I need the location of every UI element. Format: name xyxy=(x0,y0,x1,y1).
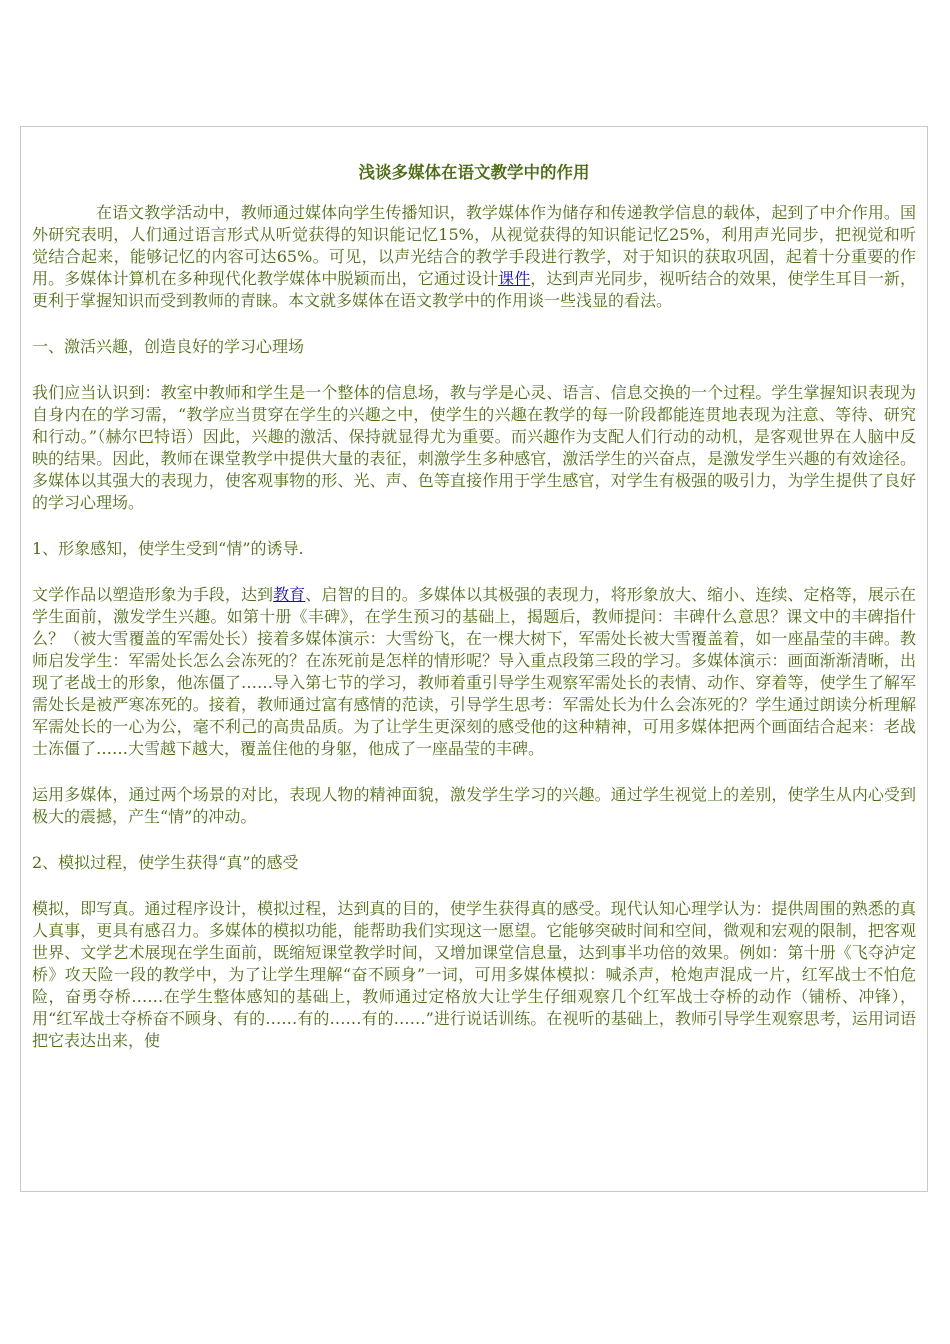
document-frame xyxy=(20,126,928,1192)
subsection-1-summary: 运用多媒体，通过两个场景的对比，表现人物的精神面貌，激发学生学习的兴趣。通过学生视觉上的差别，使学生从内心受到极大的震撼，产生“情”的冲动。 xyxy=(32,785,916,826)
document-content xyxy=(21,162,927,1052)
subsection-2-paragraph: 模拟，即写真。通过程序设计，模拟过程，达到真的目的，使学生获得真的感受。现代认知心理学认为：提供周围的熟悉的真人真事，更具有感召力。多媒体的模拟功能，能帮助我们实现这一愿望。它能够突破时间和空间，微观和宏观的限制，把客观世界、文学艺术展现在学生面前，既缩短课堂教学时间，又增加课堂信息量，达到事半功倍的效果。例如：第十册《飞夺泸定桥》攻天险一段的教学中，为了让学生理解“奋不顾身”一词，可用多媒体模拟：喊杀声，枪炮声混成一片，红军战士不怕危险，奋勇夺桥……在学生整体感知的基础上，教师通过定格放大让学生仔细观察几个红军战士夺桥的动作（铺桥、冲锋），用“红军战士夺桥奋不顾身、有的……有的……有的……”进行说话训练。在视听的基础上，教师引导学生观察思考，运用词语把它表达出来，使 xyxy=(32,899,916,1050)
subsection-heading-1: 1、形象感知，使学生受到“情”的诱导. xyxy=(32,539,304,558)
document-title: 浅谈多媒体在语文教学中的作用 xyxy=(358,163,590,182)
courseware-link[interactable]: 课件 xyxy=(498,269,531,288)
subsection-1-paragraph: 文学作品以塑造形象为手段，达到教育、启智的目的。多媒体以其极强的表现力，将形象放大、缩小、连续、定格等，展示在学生面前，激发学生兴趣。如第十册《丰碑》，在学生预习的基础上，揭题后，教师提问：丰碑什么意思？课文中的丰碑指什么？（被大雪覆盖的军需处长）接着多媒体演示：大雪纷飞，在一棵大树下，军需处长被大雪覆盖着，如一座晶莹的丰碑。教师启发学生：军需处长怎么会冻死的？在冻死前是怎样的情形呢？导入重点段第三段的学习。多媒体演示：画面渐渐清晰，出现了老战士的形象，他冻僵了……导入第七节的学习，教师着重引导学生观察军需处长的表情、动作、穿着等，使学生了解军需处长是被严寒冻死的。接着，教师通过富有感情的范读，引导学生思考：军需处长为什么会冻死的？学生通过朗读分析理解军需处长的一心为公，毫不利己的高贵品质。为了让学生更深刻的感受他的这种精神，可用多媒体把两个画面结合起来：老战士冻僵了……大雪越下越大，覆盖住他的身躯，他成了一座晶莹的丰碑。 xyxy=(32,585,916,758)
education-link[interactable]: 教育 xyxy=(273,585,306,604)
section-heading-1: 一、激活兴趣，创造良好的学习心理场 xyxy=(32,337,305,356)
section-1-paragraph: 我们应当认识到：教室中教师和学生是一个整体的信息场，教与学是心灵、语言、信息交换的一个过程。学生掌握知识表现为自身内在的学习需，“教学应当贯穿在学生的兴趣之中，使学生的兴趣在教学的每一阶段都能连贯地表现为注意、等待、研究和行动。”（赫尔巴特语）因此，兴趣的激活、保持就显得尤为重要。而兴趣作为支配人们行动的动机，是客观世界在人脑中反映的结果。因此，教师在课堂教学中提供大量的表征，刺激学生多种感官，激活学生的兴奋点，是激发学生兴趣的有效途径。多媒体以其强大的表现力，使客观事物的形、光、声、色等直接作用于学生感官，对学生有极强的吸引力，为学生提供了良好的学习心理场。 xyxy=(32,383,916,512)
intro-paragraph: 在语文教学活动中，教师通过媒体向学生传播知识，教学媒体作为储存和传递教学信息的载体，起到了中介作用。国外研究表明，人们通过语言形式从听觉获得的知识能记忆15%，从视觉获得的知识能记忆25%，利用声光同步，把视觉和听觉结合起来，能够记忆的内容可达65%。可见，以声光结合的教学手段进行教学，对于知识的获取巩固，起着十分重要的作用。多媒体计算机在多种现代化教学媒体中脱颖而出，它通过设计课件，达到声光同步，视听结合的效果，使学生耳目一新，更利于掌握知识而受到教师的青睐。本文就多媒体在语文教学中的作用谈一些浅显的看法。 xyxy=(32,203,916,310)
subsection-heading-2: 2、模拟过程，使学生获得“真”的感受 xyxy=(32,853,299,872)
